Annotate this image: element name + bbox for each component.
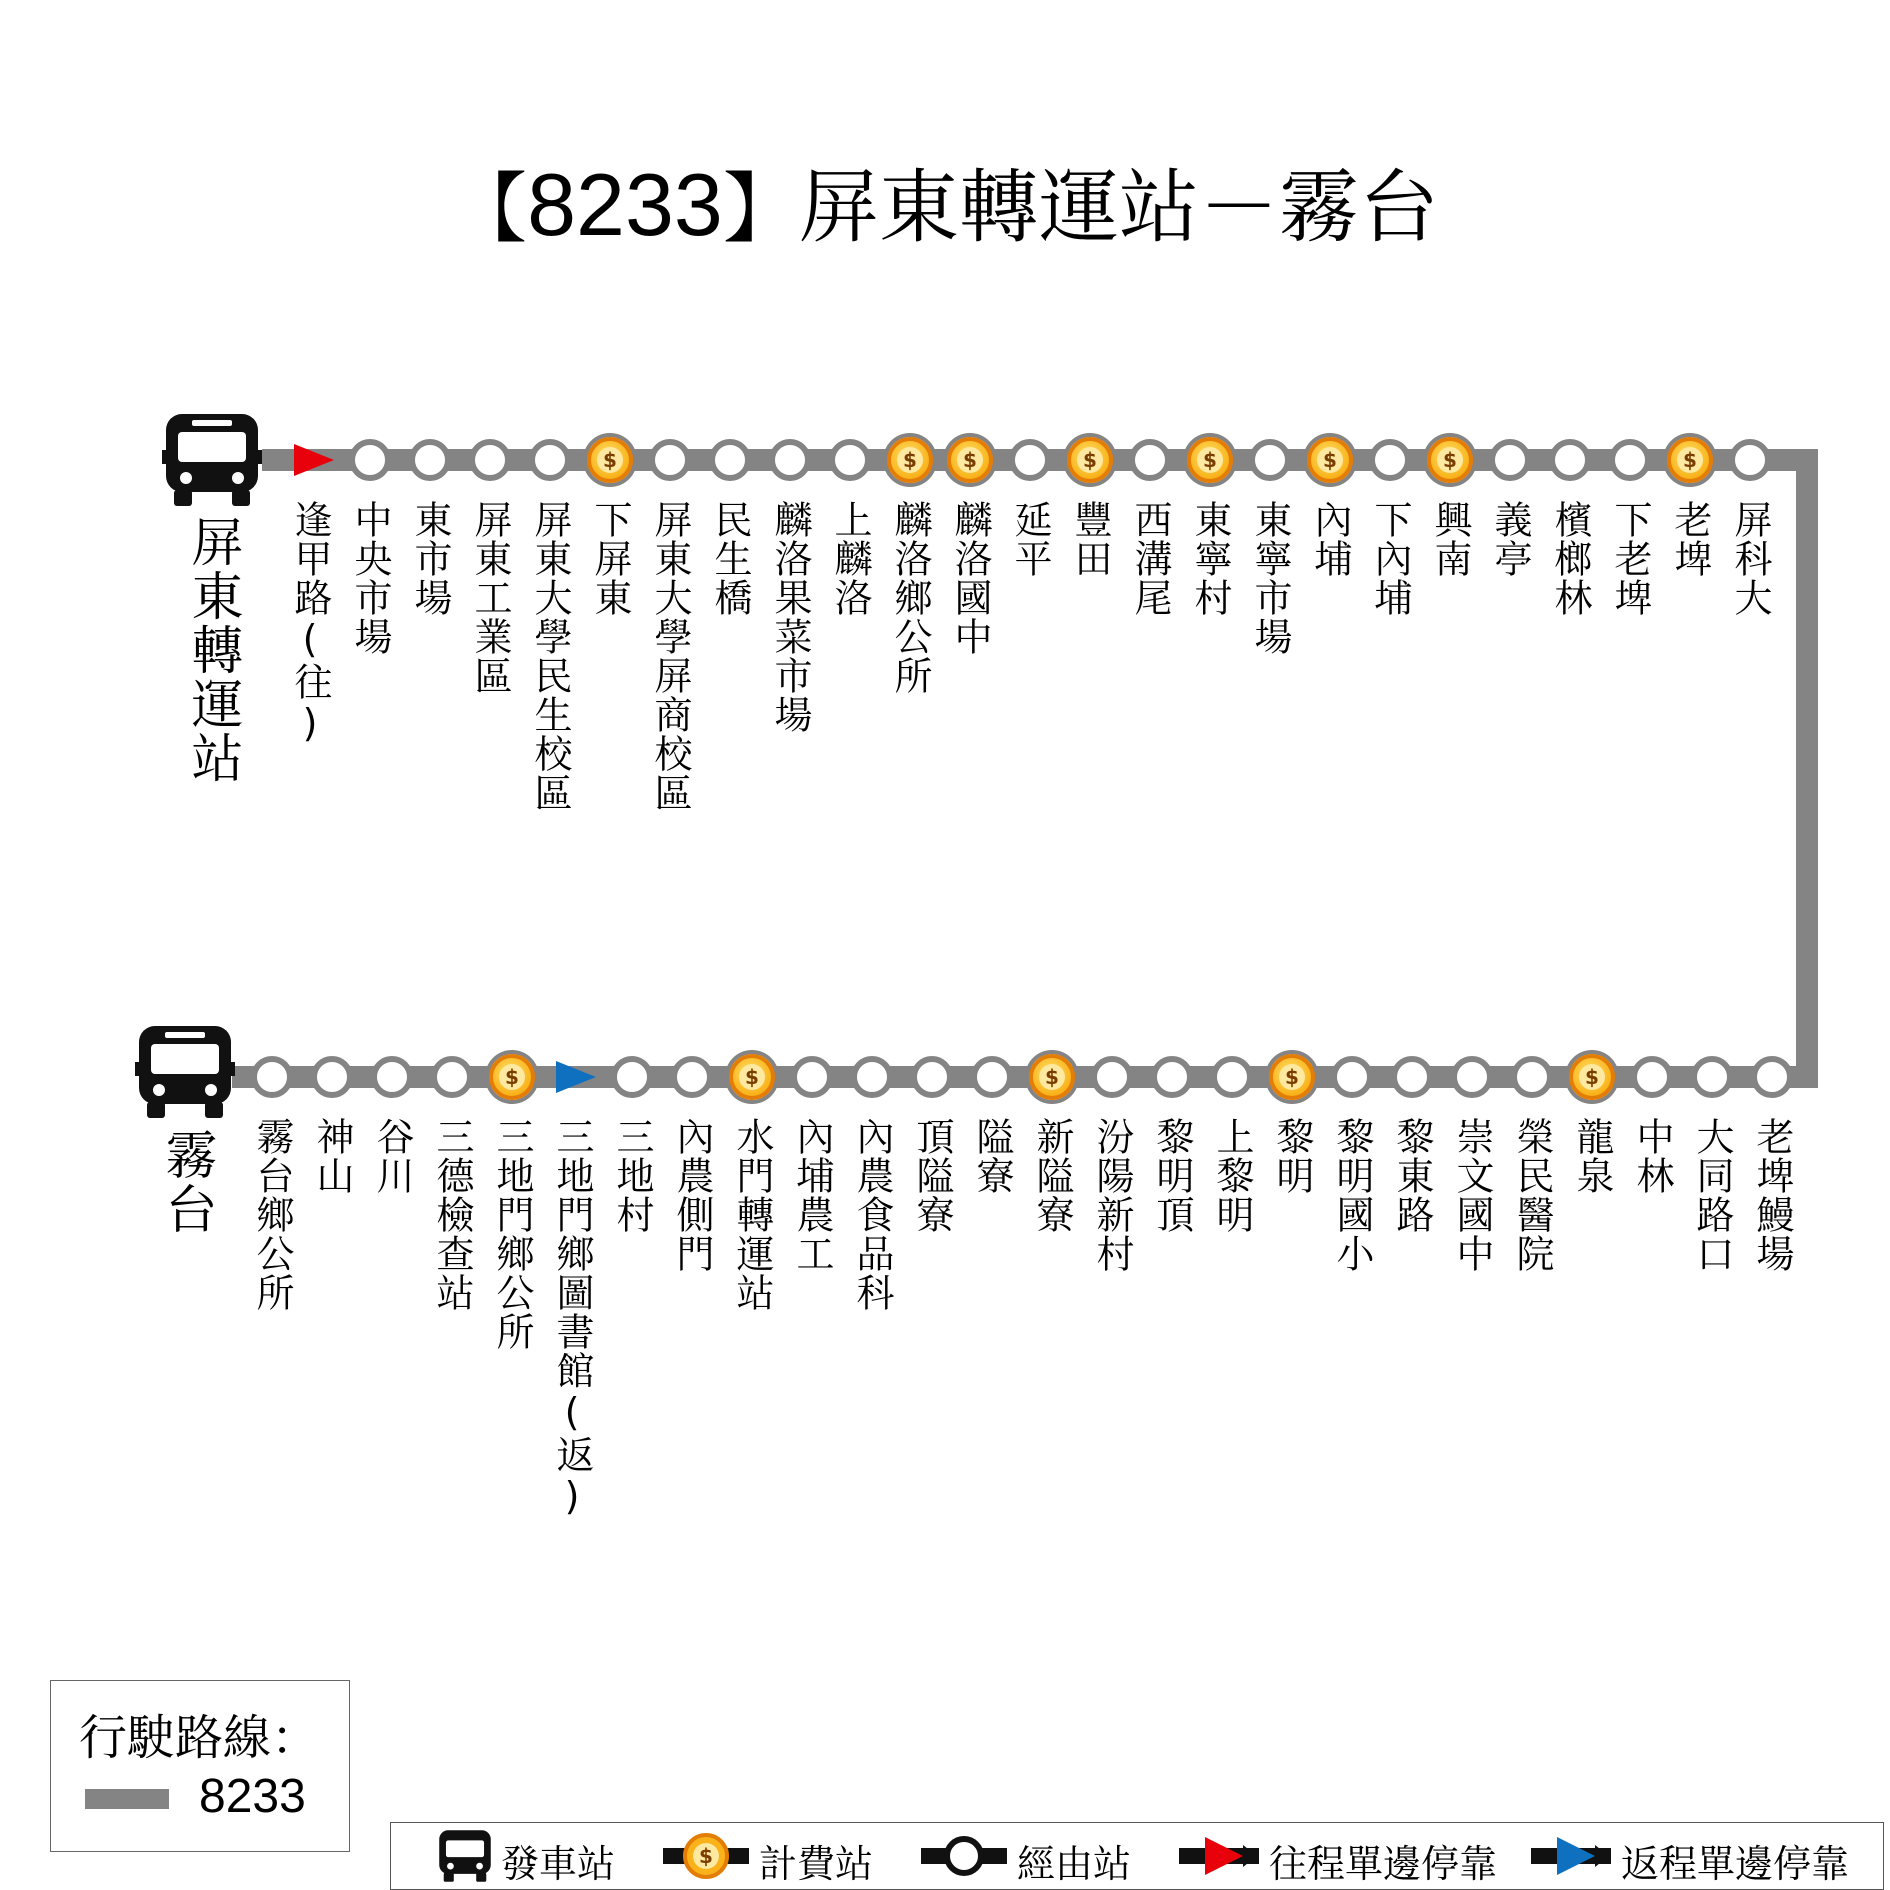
key-stop-label: 經由站	[1017, 1842, 1132, 1886]
outbound-arrow-icon	[1179, 1835, 1259, 1877]
stop-label: 老埤鰻場	[1750, 1117, 1794, 1273]
bus-icon	[162, 410, 262, 510]
stop-label: 義亭	[1488, 500, 1532, 578]
stop-label: 霧台鄉公所	[250, 1117, 294, 1312]
stop-label: 麟洛果菜市場	[768, 500, 812, 734]
stop-label: 內埔農工	[790, 1117, 834, 1273]
dollar-coin-icon	[1427, 437, 1473, 483]
stop-label: 下屏東	[588, 500, 632, 617]
dollar-coin-icon	[587, 437, 633, 483]
stop-label: 內埔	[1308, 500, 1352, 578]
circle-stop-icon	[1751, 1056, 1793, 1098]
stop-label: 麟洛鄉公所	[888, 500, 932, 695]
dollar-sign: $	[1317, 447, 1343, 473]
dollar-sign: $	[499, 1064, 525, 1090]
legend-title: 行駛路線：	[79, 1710, 320, 1766]
circle-stop-icon	[1129, 439, 1171, 481]
stop-label: 老埤	[1668, 500, 1712, 578]
dollar-sign: $	[597, 447, 623, 473]
inbound-arrow-icon	[552, 1059, 600, 1095]
dollar-sign: $	[897, 447, 923, 473]
stop-label: 黎明	[1270, 1117, 1314, 1195]
stop-label: 屏東工業區	[468, 500, 512, 695]
circle-stop-icon	[1691, 1056, 1733, 1098]
circle-stop-icon	[469, 439, 511, 481]
circle-stop-icon	[1391, 1056, 1433, 1098]
stop-label: 谷川	[370, 1117, 414, 1195]
stop-label: 東寧村	[1188, 500, 1232, 617]
stop-label: 隘寮	[970, 1117, 1014, 1195]
dollar-coin-icon	[1269, 1054, 1315, 1100]
dollar-coin-icon	[887, 437, 933, 483]
stop-label: 榮民醫院	[1510, 1117, 1554, 1273]
stop-label: 黎明國小	[1330, 1117, 1374, 1273]
circle-stop-icon	[1549, 439, 1591, 481]
circle-stop-icon	[671, 1056, 713, 1098]
terminal-start-label: 屏東轉運站	[182, 515, 242, 785]
stop-label: 水門轉運站	[730, 1117, 774, 1312]
stop-label: 屏東大學民生校區	[528, 500, 572, 812]
stop-label: 興南	[1428, 500, 1472, 578]
stop-label: 豐田	[1068, 500, 1112, 578]
stop-label: 三德檢查站	[430, 1117, 474, 1312]
dollar-sign: $	[1579, 1064, 1605, 1090]
dollar-coin-icon	[489, 1054, 535, 1100]
dollar-coin-icon	[1667, 437, 1713, 483]
bus-icon	[135, 1022, 235, 1122]
circle-stop-icon	[1631, 1056, 1673, 1098]
dollar-coin-icon	[1187, 437, 1233, 483]
stop-label: 上黎明	[1210, 1117, 1254, 1234]
stop-label: 崇文國中	[1450, 1117, 1494, 1273]
circle-stop-icon	[1249, 439, 1291, 481]
route-legend	[50, 1680, 350, 1852]
circle-stop-icon	[829, 439, 871, 481]
dollar-sign: $	[1039, 1064, 1065, 1090]
dollar-sign: $	[1197, 447, 1223, 473]
circle-stop-icon	[1511, 1056, 1553, 1098]
circle-stop-icon	[921, 1833, 1007, 1879]
stop-label: 內農食品科	[850, 1117, 894, 1312]
stop-label: 黎東路	[1390, 1117, 1434, 1234]
dollar-sign: $	[1677, 447, 1703, 473]
stop-label: 屏科大	[1728, 500, 1772, 617]
circle-stop-icon	[431, 1056, 473, 1098]
circle-stop-icon	[649, 439, 691, 481]
dollar-coin-icon	[1067, 437, 1113, 483]
stop-label: 上麟洛	[828, 500, 872, 617]
stop-label: 民生橋	[708, 500, 752, 617]
stop-label: 逢甲路(往)	[288, 500, 332, 746]
stop-label: 汾陽新村	[1090, 1117, 1134, 1273]
stop-label: 頂隘寮	[910, 1117, 954, 1234]
stop-label: 西溝尾	[1128, 500, 1172, 617]
stop-label: 下內埔	[1368, 500, 1412, 617]
route-line-right	[1796, 449, 1818, 1088]
dollar-coin-icon	[1307, 437, 1353, 483]
circle-stop-icon	[371, 1056, 413, 1098]
outbound-arrow-icon	[290, 442, 338, 478]
title-bracket-right: 】	[722, 164, 799, 253]
key-outbound-label: 往程單邊停靠	[1269, 1842, 1498, 1886]
stop-label: 新隘寮	[1030, 1117, 1074, 1234]
circle-stop-icon	[791, 1056, 833, 1098]
legend-line-swatch	[85, 1789, 169, 1809]
dollar-sign: $	[957, 447, 983, 473]
stop-label: 三地村	[610, 1117, 654, 1234]
route-name: 屏東轉運站－霧台	[798, 161, 1439, 254]
circle-stop-icon	[851, 1056, 893, 1098]
stop-label: 麟洛國中	[948, 500, 992, 656]
stop-label: 龍泉	[1570, 1117, 1614, 1195]
stop-label: 中央市場	[348, 500, 392, 656]
circle-stop-icon	[251, 1056, 293, 1098]
dollar-coin-icon	[729, 1054, 775, 1100]
circle-stop-icon	[409, 439, 451, 481]
dollar-coin-icon	[947, 437, 993, 483]
terminal-end-label: 霧台	[156, 1128, 216, 1236]
circle-stop-icon	[971, 1056, 1013, 1098]
circle-stop-icon	[911, 1056, 953, 1098]
dollar-coin-icon	[663, 1831, 749, 1881]
stop-label: 內農側門	[670, 1117, 714, 1273]
circle-stop-icon	[1211, 1056, 1253, 1098]
svg-text:$: $	[699, 1844, 713, 1868]
stop-label: 延平	[1008, 500, 1052, 578]
circle-stop-icon	[769, 439, 811, 481]
dollar-sign: $	[739, 1064, 765, 1090]
stop-label: 下老埤	[1608, 500, 1652, 617]
circle-stop-icon	[1091, 1056, 1133, 1098]
circle-stop-icon	[529, 439, 571, 481]
bus-icon	[437, 1827, 493, 1885]
circle-stop-icon	[709, 439, 751, 481]
circle-stop-icon	[1151, 1056, 1193, 1098]
circle-stop-icon	[1009, 439, 1051, 481]
stop-label: 檳榔林	[1548, 500, 1592, 617]
key-fare-label: 計費站	[759, 1842, 874, 1886]
circle-stop-icon	[1331, 1056, 1373, 1098]
stop-label: 黎明頂	[1150, 1117, 1194, 1234]
title-bracket-left: 【	[451, 164, 528, 253]
dollar-coin-icon	[1569, 1054, 1615, 1100]
circle-stop-icon	[349, 439, 391, 481]
route-number: 8233	[527, 155, 723, 254]
circle-stop-icon	[311, 1056, 353, 1098]
key-terminal-label: 發車站	[501, 1842, 616, 1886]
key-inbound-label: 返程單邊停靠	[1621, 1842, 1850, 1886]
inbound-arrow-icon	[1531, 1835, 1611, 1877]
circle-stop-icon	[1451, 1056, 1493, 1098]
stop-label: 三地門鄉公所	[490, 1117, 534, 1351]
circle-stop-icon	[1369, 439, 1411, 481]
circle-stop-icon	[1489, 439, 1531, 481]
legend-route-number: 8233	[199, 1770, 306, 1823]
stop-label: 東市場	[408, 500, 452, 617]
stop-label: 屏東大學屏商校區	[648, 500, 692, 812]
circle-stop-icon	[611, 1056, 653, 1098]
dollar-coin-icon	[1029, 1054, 1075, 1100]
dollar-sign: $	[1077, 447, 1103, 473]
page-title	[0, 155, 1890, 259]
stop-label: 中林	[1630, 1117, 1674, 1195]
stop-label: 三地門鄉圖書館(返)	[550, 1117, 594, 1519]
circle-stop-icon	[1729, 439, 1771, 481]
circle-stop-icon	[1609, 439, 1651, 481]
stop-label: 大同路口	[1690, 1117, 1734, 1273]
stop-label: 東寧市場	[1248, 500, 1292, 656]
stop-label: 神山	[310, 1117, 354, 1195]
dollar-sign: $	[1437, 447, 1463, 473]
symbol-key	[390, 1822, 1884, 1890]
dollar-sign: $	[1279, 1064, 1305, 1090]
